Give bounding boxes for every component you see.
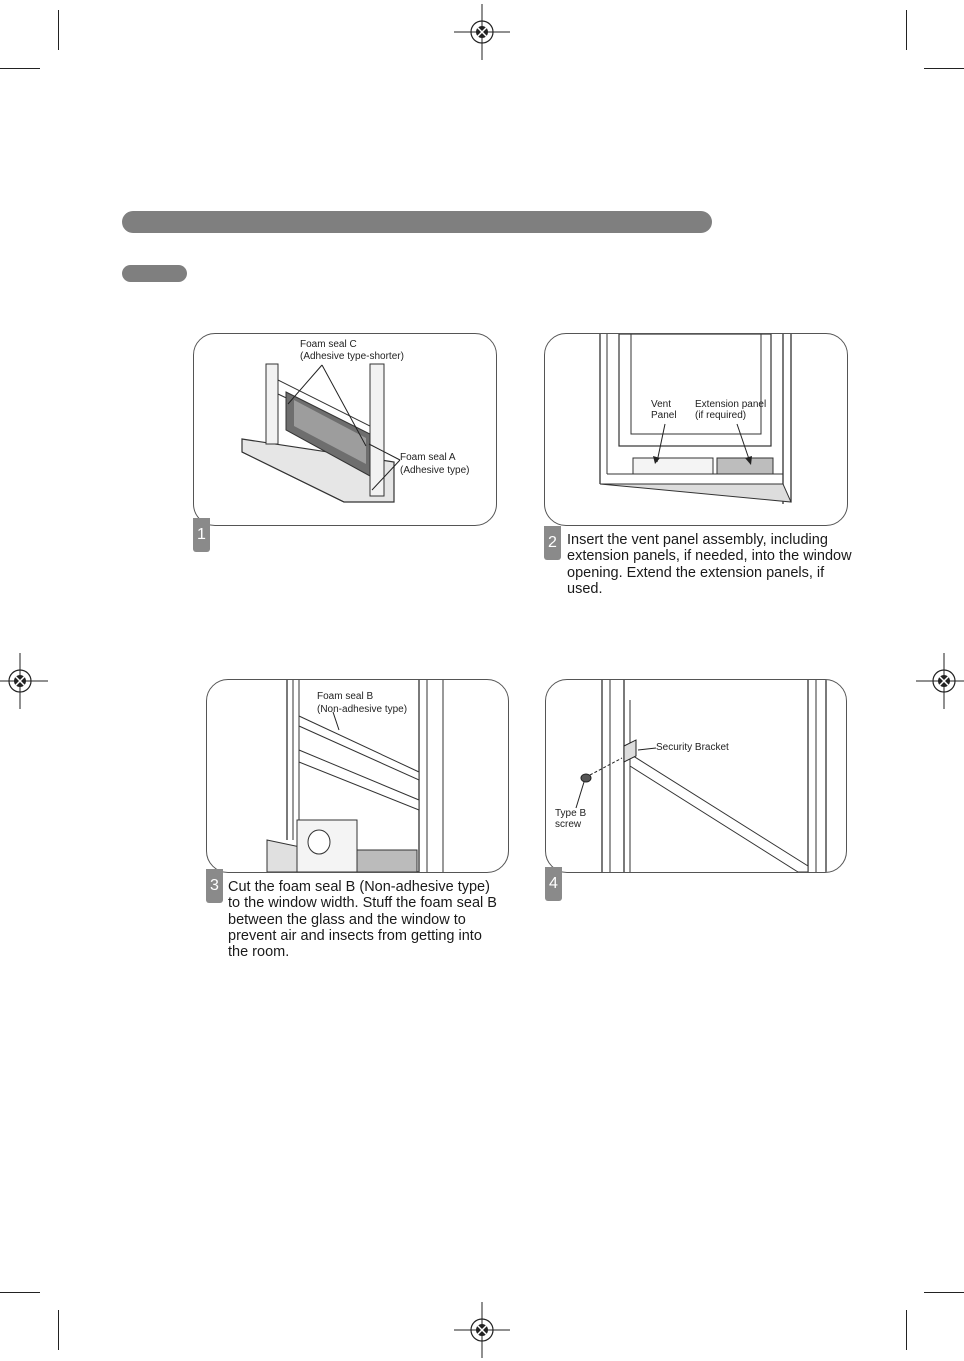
crop-mark [0, 68, 40, 69]
crop-mark [906, 1310, 907, 1350]
step-3-text: Cut the foam seal B (Non-adhesive type) to the window width. Stuff the foam seal B between the glass and the window to prevent air and insects from getting into the room. [228, 879, 497, 961]
crop-mark [58, 1310, 59, 1350]
step-2-illustration [544, 333, 848, 526]
foam-seal-a-type-label: (Adhesive type) [400, 465, 470, 476]
crop-mark [0, 1292, 40, 1293]
step-4-number: 4 [545, 867, 562, 901]
crop-mark [924, 1292, 964, 1293]
step-1-illustration [193, 333, 497, 526]
section-header-bar [122, 211, 712, 233]
subsection-header-bar [122, 265, 187, 282]
vent-panel-label-2: Panel [651, 410, 677, 421]
step-2-text: Insert the vent panel assembly, including extension panels, if needed, into the window opening. Extend the extension panels, if used. [567, 532, 852, 597]
step-1-number: 1 [193, 518, 210, 552]
step-3-illustration [206, 679, 509, 873]
crop-mark [58, 10, 59, 50]
registration-mark-icon [916, 653, 964, 709]
extension-panel-note: (if required) [695, 410, 747, 421]
vent-panel-label: Vent [651, 399, 672, 410]
type-b-screw-label: Type B [555, 808, 587, 819]
foam-seal-c-label: Foam seal C [300, 339, 357, 350]
security-bracket-label: Security Bracket [656, 742, 729, 753]
extension-panel-label: Extension panel [695, 399, 767, 410]
registration-mark-icon [0, 653, 48, 709]
foam-seal-c-type-label: (Adhesive type-shorter) [300, 351, 404, 362]
crop-mark [906, 10, 907, 50]
step-3-number: 3 [206, 869, 223, 903]
step-2-number: 2 [544, 526, 561, 560]
foam-seal-b-type-label: (Non-adhesive type) [317, 704, 408, 715]
foam-seal-a-label: Foam seal A [400, 452, 456, 463]
crop-mark [924, 68, 964, 69]
registration-mark-icon [454, 4, 510, 60]
type-b-screw-label-2: screw [555, 819, 582, 830]
registration-mark-icon [454, 1302, 510, 1358]
foam-seal-b-label: Foam seal B [317, 691, 374, 702]
step-4-illustration [545, 679, 847, 873]
